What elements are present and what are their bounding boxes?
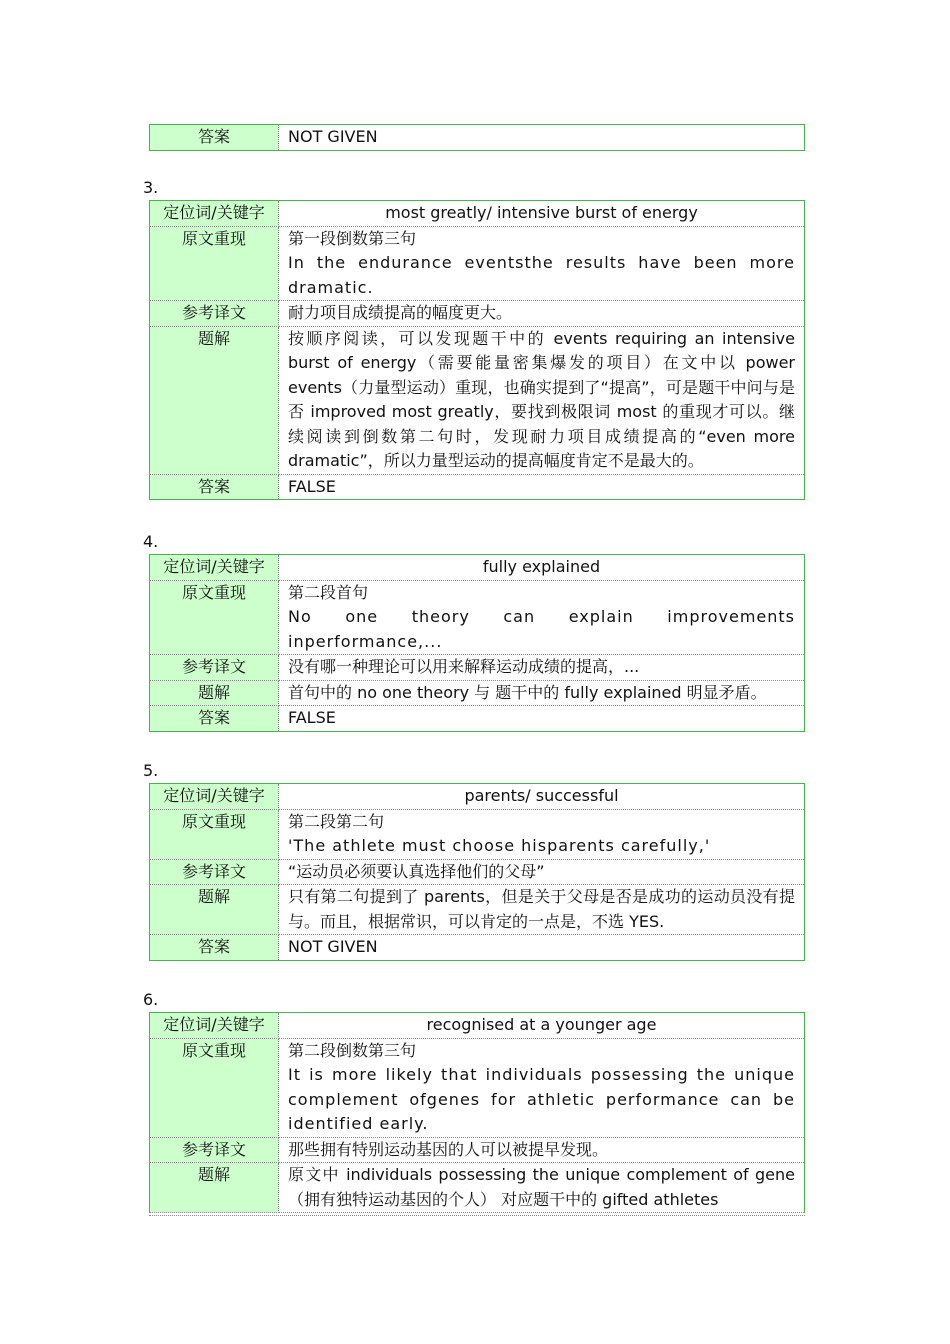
- q2-table-block: [149, 124, 805, 151]
- q5-original-location: 第二段第二句: [288, 811, 385, 831]
- answer-label: 答案: [150, 125, 279, 151]
- q3-original-cell: [279, 226, 805, 301]
- q3-original-row: [150, 226, 805, 301]
- q3-original-text: In the endurance eventsthe results have been more dramatic.: [288, 253, 795, 297]
- q3-keywords: most greatly/ intensive burst of energy: [279, 201, 805, 227]
- q4-number: 4.: [143, 532, 159, 551]
- q3-table-block: [149, 200, 805, 500]
- original-label: 原文重现: [150, 809, 279, 859]
- q5-table-block: [149, 783, 805, 961]
- q3-table: [149, 200, 805, 500]
- q6-keywords: recognised at a younger age: [279, 1013, 805, 1039]
- q6-original-text: It is more likely that individuals possessing the unique complement ofgenes for athletic performance can be identified early.: [288, 1065, 795, 1133]
- q5-original-cell: [279, 809, 805, 859]
- keywords-label: 定位词/关键字: [150, 1013, 279, 1039]
- q5-original-row: [150, 809, 805, 859]
- translation-label: 参考译文: [150, 301, 279, 327]
- q2-table: [149, 124, 805, 151]
- q4-analysis-row: [150, 680, 805, 706]
- q3-analysis: 按顺序阅读，可以发现题干中的 events requiring an intensive burst of energy（需要能量密集爆发的项目）在文中以 power events（力量型运动）重现，也确实提到了“提高”，可是题干中问与是否 improved most greatly，要找到极限词 most 的重现才可以。继续阅读到倒数第二句时，发现耐力项目成绩提高的“even more dramatic”，所以力量型运动的提高幅度肯定不是最大的。: [279, 326, 805, 474]
- q4-original-row: [150, 580, 805, 655]
- q5-answer: NOT GIVEN: [279, 935, 805, 961]
- q3-analysis-row: [150, 326, 805, 474]
- q5-analysis-row: [150, 885, 805, 935]
- q6-table: [149, 1012, 805, 1213]
- q4-analysis: 首句中的 no one theory 与 题干中的 fully explained 明显矛盾。: [279, 680, 805, 706]
- q5-original-text: 'The athlete must choose hisparents carefully,': [288, 836, 711, 855]
- q5-answer-row: [150, 935, 805, 961]
- answer-label: 答案: [150, 935, 279, 961]
- q3-translation-row: [150, 301, 805, 327]
- original-label: 原文重现: [150, 580, 279, 655]
- q4-table: [149, 554, 805, 732]
- q6-original-cell: [279, 1038, 805, 1137]
- q5-number: 5.: [143, 761, 159, 780]
- original-label: 原文重现: [150, 226, 279, 301]
- q6-number: 6.: [143, 990, 159, 1009]
- q4-translation-row: [150, 655, 805, 681]
- original-label: 原文重现: [150, 1038, 279, 1137]
- q4-keywords: fully explained: [279, 555, 805, 581]
- q6-analysis-row: [150, 1163, 805, 1213]
- q4-translation: 没有哪一种理论可以用来解释运动成绩的提高，...: [279, 655, 805, 681]
- q5-table: [149, 783, 805, 961]
- q3-original-location: 第一段倒数第三句: [288, 228, 417, 248]
- q5-analysis: 只有第二句提到了 parents，但是关于父母是否是成功的运动员没有提与。而且，根据常识，可以肯定的一点是，不选 YES.: [279, 885, 805, 935]
- keywords-label: 定位词/关键字: [150, 784, 279, 810]
- q6-table-block: [149, 1012, 805, 1216]
- q3-keywords-row: [150, 201, 805, 227]
- q4-table-block: [149, 554, 805, 732]
- q4-original-text: No one theory can explain improvements inperformance,...: [288, 607, 795, 651]
- q3-answer: FALSE: [279, 474, 805, 500]
- q2-answer: NOT GIVEN: [279, 125, 805, 151]
- translation-label: 参考译文: [150, 655, 279, 681]
- q5-keywords: parents/ successful: [279, 784, 805, 810]
- answer-label: 答案: [150, 474, 279, 500]
- q2-answer-row: [150, 125, 805, 151]
- q6-analysis: 原文中 individuals possessing the unique complement of gene（拥有独特运动基因的个人） 对应题干中的 gifted athletes: [279, 1163, 805, 1213]
- q6-translation-row: [150, 1137, 805, 1163]
- q6-original-row: [150, 1038, 805, 1137]
- analysis-label: 题解: [150, 680, 279, 706]
- analysis-label: 题解: [150, 885, 279, 935]
- q3-answer-row: [150, 474, 805, 500]
- q5-translation-row: [150, 859, 805, 885]
- q3-number: 3.: [143, 178, 159, 197]
- analysis-label: 题解: [150, 326, 279, 474]
- q4-original-location: 第二段首句: [288, 582, 369, 602]
- q6-original-location: 第二段倒数第三句: [288, 1040, 417, 1060]
- keywords-label: 定位词/关键字: [150, 555, 279, 581]
- q4-keywords-row: [150, 555, 805, 581]
- q4-answer: FALSE: [279, 706, 805, 732]
- translation-label: 参考译文: [150, 859, 279, 885]
- q4-answer-row: [150, 706, 805, 732]
- q6-translation: 那些拥有特别运动基因的人可以被提早发现。: [279, 1137, 805, 1163]
- analysis-label: 题解: [150, 1163, 279, 1213]
- q4-original-cell: [279, 580, 805, 655]
- keywords-label: 定位词/关键字: [150, 201, 279, 227]
- q5-translation: “运动员必须要认真选择他们的父母”: [279, 859, 805, 885]
- answer-label: 答案: [150, 706, 279, 732]
- q6-keywords-row: [150, 1013, 805, 1039]
- q3-translation: 耐力项目成绩提高的幅度更大。: [279, 301, 805, 327]
- q5-keywords-row: [150, 784, 805, 810]
- translation-label: 参考译文: [150, 1137, 279, 1163]
